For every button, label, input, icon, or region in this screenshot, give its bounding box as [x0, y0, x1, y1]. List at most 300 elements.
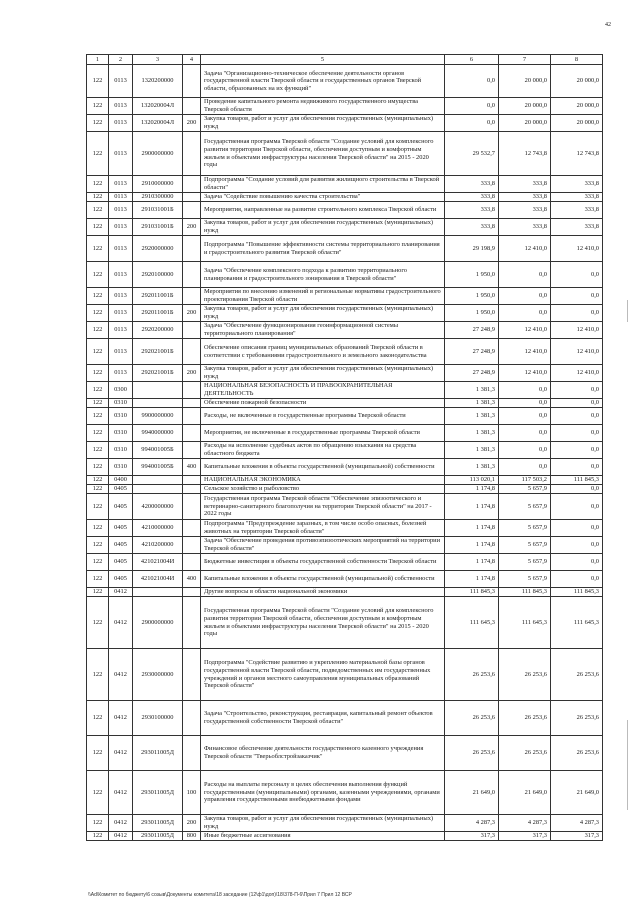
target-article-cell: 292011001Б	[133, 288, 183, 305]
expense-type-cell	[183, 485, 201, 494]
expense-type-cell: 800	[183, 832, 201, 841]
margin-mark	[627, 300, 628, 322]
target-article-cell: 292021001Б	[133, 339, 183, 365]
gr-code-cell: 122	[87, 571, 109, 588]
amount-2020-cell: 12 410,0	[551, 236, 603, 262]
gr-code-cell: 122	[87, 288, 109, 305]
amount-2019-cell: 26 253,6	[499, 701, 551, 736]
gr-code-cell: 122	[87, 98, 109, 115]
section-cell: 0405	[109, 554, 133, 571]
expense-type-cell	[183, 176, 201, 193]
amount-2020-cell: 0,0	[551, 408, 603, 425]
amount-2020-cell: 12 410,0	[551, 322, 603, 339]
gr-code-cell: 122	[87, 115, 109, 132]
amount-2020-cell: 26 253,6	[551, 649, 603, 701]
amount-2020-cell: 0,0	[551, 571, 603, 588]
amount-2019-cell: 0,0	[499, 288, 551, 305]
expense-type-cell	[183, 65, 201, 98]
table-row	[87, 425, 603, 442]
table-row	[87, 571, 603, 588]
table-row	[87, 815, 603, 832]
section-cell: 0310	[109, 399, 133, 408]
header-cell: 5	[201, 55, 445, 65]
table-row	[87, 537, 603, 554]
gr-code-cell: 122	[87, 494, 109, 520]
expense-type-cell	[183, 408, 201, 425]
amount-2020-cell: 12 410,0	[551, 339, 603, 365]
amount-2020-cell: 0,0	[551, 537, 603, 554]
amount-2020-cell: 20 000,0	[551, 98, 603, 115]
amount-2019-cell: 5 657,9	[499, 571, 551, 588]
section-cell: 0113	[109, 115, 133, 132]
name-cell: Закупка товаров, работ и услуг для обеспечения государственных (муниципальных) нужд	[201, 115, 445, 132]
gr-code-cell: 122	[87, 132, 109, 176]
amount-2020-cell: 0,0	[551, 262, 603, 288]
amount-2019-cell: 5 657,9	[499, 537, 551, 554]
amount-2019-cell: 5 657,9	[499, 554, 551, 571]
amount-2018-cell: 27 248,9	[445, 322, 499, 339]
table-row	[87, 442, 603, 459]
section-cell: 0113	[109, 305, 133, 322]
table-row	[87, 365, 603, 382]
amount-2019-cell: 26 253,6	[499, 736, 551, 771]
table-row	[87, 649, 603, 701]
amount-2020-cell: 317,3	[551, 832, 603, 841]
amount-2018-cell: 1 950,0	[445, 305, 499, 322]
target-article-cell: 994001005Б	[133, 459, 183, 476]
gr-code-cell: 122	[87, 219, 109, 236]
amount-2019-cell: 0,0	[499, 408, 551, 425]
amount-2019-cell: 333,8	[499, 176, 551, 193]
amount-2020-cell: 0,0	[551, 288, 603, 305]
gr-code-cell: 122	[87, 339, 109, 365]
target-article-cell: 2910000000	[133, 176, 183, 193]
gr-code-cell: 122	[87, 476, 109, 485]
section-cell: 0113	[109, 262, 133, 288]
target-article-cell	[133, 476, 183, 485]
name-cell: Задача "Содействие повышению качества строительства"	[201, 193, 445, 202]
amount-2018-cell: 317,3	[445, 832, 499, 841]
amount-2020-cell: 0,0	[551, 520, 603, 537]
target-article-cell: 2900000000	[133, 597, 183, 649]
amount-2019-cell: 5 657,9	[499, 520, 551, 537]
target-article-cell: 132020004Л	[133, 115, 183, 132]
gr-code-cell: 122	[87, 176, 109, 193]
amount-2019-cell: 0,0	[499, 382, 551, 399]
amount-2019-cell: 12 410,0	[499, 322, 551, 339]
name-cell: Закупка товаров, работ и услуг для обеспечения государственных (муниципальных) нужд	[201, 815, 445, 832]
amount-2020-cell: 333,8	[551, 219, 603, 236]
amount-2020-cell: 12 743,8	[551, 132, 603, 176]
amount-2019-cell: 21 649,0	[499, 771, 551, 815]
name-cell: Капитальные вложения в объекты государственной (муниципальной) собственности	[201, 459, 445, 476]
amount-2019-cell: 0,0	[499, 459, 551, 476]
amount-2018-cell: 333,8	[445, 193, 499, 202]
table-row	[87, 322, 603, 339]
amount-2020-cell: 0,0	[551, 485, 603, 494]
table-row	[87, 588, 603, 597]
amount-2019-cell: 111 845,3	[499, 588, 551, 597]
name-cell: Подпрограмма "Содействие развитию и укреплению материальной базы органов государственной власти Тверской области, подведомственных им государственных учреждений и органов местного самоуправления муниципальных образований Тверской области"	[201, 649, 445, 701]
section-cell: 0412	[109, 701, 133, 736]
gr-code-cell: 122	[87, 202, 109, 219]
expense-type-cell: 200	[183, 365, 201, 382]
amount-2020-cell: 4 287,3	[551, 815, 603, 832]
name-cell: Расходы на исполнение судебных актов по обращению взыскания на средства областного бюджета	[201, 442, 445, 459]
name-cell: Государственная программа Тверской области "Создание условий для комплексного развития территории Тверской области, обеспечения доступным и комфортным жильем и объектами инфраструктуры населения Тверской области" на 2015 - 2020 годы	[201, 132, 445, 176]
section-cell: 0310	[109, 425, 133, 442]
target-article-cell: 132020004Л	[133, 98, 183, 115]
table-row	[87, 494, 603, 520]
gr-code-cell: 122	[87, 832, 109, 841]
name-cell: Задача "Обеспечение проведения противоэпизоотических мероприятий на территории Тверской области"	[201, 537, 445, 554]
name-cell: Задача "Обеспечение функционирования геоинформационной системы территориального планирования"	[201, 322, 445, 339]
amount-2018-cell: 27 248,9	[445, 339, 499, 365]
expense-type-cell	[183, 236, 201, 262]
amount-2018-cell: 333,8	[445, 202, 499, 219]
name-cell: Расходы, не включенные в государственные программы Тверской области	[201, 408, 445, 425]
amount-2020-cell: 12 410,0	[551, 365, 603, 382]
gr-code-cell: 122	[87, 485, 109, 494]
target-article-cell: 2900000000	[133, 132, 183, 176]
section-cell: 0113	[109, 193, 133, 202]
header-row	[87, 55, 603, 65]
amount-2020-cell: 0,0	[551, 305, 603, 322]
amount-2019-cell: 317,3	[499, 832, 551, 841]
amount-2019-cell: 12 410,0	[499, 339, 551, 365]
expense-type-cell	[183, 425, 201, 442]
target-article-cell: 292011001Б	[133, 305, 183, 322]
section-cell: 0412	[109, 588, 133, 597]
section-cell: 0405	[109, 520, 133, 537]
amount-2019-cell: 333,8	[499, 193, 551, 202]
amount-2018-cell: 26 253,6	[445, 736, 499, 771]
section-cell: 0113	[109, 176, 133, 193]
name-cell: Закупка товаров, работ и услуг для обеспечения государственных (муниципальных) нужд	[201, 219, 445, 236]
gr-code-cell: 122	[87, 537, 109, 554]
target-article-cell: 292021001Б	[133, 365, 183, 382]
section-cell: 0310	[109, 408, 133, 425]
amount-2018-cell: 333,8	[445, 176, 499, 193]
section-cell: 0412	[109, 597, 133, 649]
table-row	[87, 202, 603, 219]
section-cell: 0412	[109, 832, 133, 841]
amount-2019-cell: 4 287,3	[499, 815, 551, 832]
name-cell: НАЦИОНАЛЬНАЯ ЭКОНОМИКА	[201, 476, 445, 485]
expense-type-cell	[183, 288, 201, 305]
section-cell: 0405	[109, 485, 133, 494]
amount-2019-cell: 26 253,6	[499, 649, 551, 701]
expense-type-cell	[183, 339, 201, 365]
gr-code-cell: 122	[87, 520, 109, 537]
table-row	[87, 832, 603, 841]
target-article-cell: 293011005Д	[133, 771, 183, 815]
amount-2018-cell: 1 174,8	[445, 571, 499, 588]
budget-table	[86, 54, 603, 841]
amount-2018-cell: 0,0	[445, 65, 499, 98]
target-article-cell: 2920200000	[133, 322, 183, 339]
table-row	[87, 597, 603, 649]
table-row	[87, 193, 603, 202]
gr-code-cell: 122	[87, 262, 109, 288]
target-article-cell: 293011005Д	[133, 736, 183, 771]
amount-2019-cell: 333,8	[499, 202, 551, 219]
amount-2019-cell: 5 657,9	[499, 494, 551, 520]
target-article-cell: 4210200000	[133, 537, 183, 554]
header-cell: 4	[183, 55, 201, 65]
name-cell: Задача "Обеспечение комплексного подхода к развитию территориального планирования и градостроительного зонирования в Тверской области"	[201, 262, 445, 288]
table-row	[87, 459, 603, 476]
target-article-cell: 994001005Б	[133, 442, 183, 459]
name-cell: Обеспечение описания границ муниципальных образований Тверской области в соответствии с требованиями градостроительного и земельного законодательства	[201, 339, 445, 365]
section-cell: 0113	[109, 132, 133, 176]
margin-mark	[627, 720, 628, 810]
expense-type-cell	[183, 202, 201, 219]
name-cell: Закупка товаров, работ и услуг для обеспечения государственных (муниципальных) нужд	[201, 305, 445, 322]
expense-type-cell	[183, 442, 201, 459]
expense-type-cell: 200	[183, 815, 201, 832]
section-cell: 0400	[109, 476, 133, 485]
section-cell: 0412	[109, 815, 133, 832]
amount-2020-cell: 0,0	[551, 399, 603, 408]
expense-type-cell	[183, 649, 201, 701]
target-article-cell	[133, 485, 183, 494]
name-cell: Капитальные вложения в объекты государственной (муниципальной) собственности	[201, 571, 445, 588]
name-cell: Задача "Строительство, реконструкция, реставрация, капитальный ремонт объектов государственной собственности Тверской области"	[201, 701, 445, 736]
section-cell: 0113	[109, 322, 133, 339]
amount-2020-cell: 26 253,6	[551, 701, 603, 736]
section-cell: 0113	[109, 202, 133, 219]
name-cell: Подпрограмма "Предупреждение заразных, в том числе особо опасных, болезней животных на территории Тверской области"	[201, 520, 445, 537]
amount-2018-cell: 1 950,0	[445, 288, 499, 305]
section-cell: 0113	[109, 236, 133, 262]
expense-type-cell: 400	[183, 571, 201, 588]
target-article-cell: 421021004И	[133, 554, 183, 571]
expense-type-cell: 400	[183, 459, 201, 476]
amount-2018-cell: 1 381,3	[445, 425, 499, 442]
gr-code-cell: 122	[87, 305, 109, 322]
amount-2018-cell: 26 253,6	[445, 701, 499, 736]
amount-2019-cell: 12 410,0	[499, 365, 551, 382]
expense-type-cell	[183, 701, 201, 736]
amount-2018-cell: 27 248,9	[445, 365, 499, 382]
expense-type-cell	[183, 476, 201, 485]
expense-type-cell	[183, 554, 201, 571]
amount-2020-cell: 333,8	[551, 193, 603, 202]
target-article-cell: 291031001Б	[133, 219, 183, 236]
amount-2020-cell: 333,8	[551, 176, 603, 193]
target-article-cell: 1320200000	[133, 65, 183, 98]
target-article-cell	[133, 588, 183, 597]
amount-2018-cell: 1 381,3	[445, 382, 499, 399]
name-cell: Закупка товаров, работ и услуг для обеспечения государственных (муниципальных) нужд	[201, 365, 445, 382]
amount-2020-cell: 21 649,0	[551, 771, 603, 815]
gr-code-cell: 122	[87, 736, 109, 771]
table-row	[87, 736, 603, 771]
amount-2018-cell: 21 649,0	[445, 771, 499, 815]
amount-2020-cell: 0,0	[551, 425, 603, 442]
expense-type-cell	[183, 399, 201, 408]
name-cell: Мероприятия по внесению изменений в региональные нормативы градостроительного проектирования Тверской области	[201, 288, 445, 305]
name-cell: Государственная программа Тверской области "Обеспечение эпизоотического и ветеринарно-санитарного благополучия на территории Тверской области" на 2017 - 2022 годы	[201, 494, 445, 520]
amount-2019-cell: 12 743,8	[499, 132, 551, 176]
gr-code-cell: 122	[87, 815, 109, 832]
expense-type-cell	[183, 382, 201, 399]
expense-type-cell	[183, 520, 201, 537]
table-row	[87, 382, 603, 399]
table-row	[87, 288, 603, 305]
amount-2020-cell: 0,0	[551, 494, 603, 520]
target-article-cell	[133, 399, 183, 408]
amount-2019-cell: 20 000,0	[499, 98, 551, 115]
header-cell: 8	[551, 55, 603, 65]
gr-code-cell: 122	[87, 382, 109, 399]
expense-type-cell: 200	[183, 115, 201, 132]
page-number: 42	[605, 22, 611, 28]
amount-2020-cell: 333,8	[551, 202, 603, 219]
amount-2018-cell: 1 174,8	[445, 485, 499, 494]
amount-2019-cell: 333,8	[499, 219, 551, 236]
amount-2018-cell: 29 198,9	[445, 236, 499, 262]
gr-code-cell: 122	[87, 425, 109, 442]
amount-2018-cell: 1 950,0	[445, 262, 499, 288]
amount-2020-cell: 111 845,3	[551, 588, 603, 597]
amount-2018-cell: 29 532,7	[445, 132, 499, 176]
target-article-cell: 2910300000	[133, 193, 183, 202]
header-cell: 3	[133, 55, 183, 65]
amount-2020-cell: 0,0	[551, 382, 603, 399]
amount-2019-cell: 117 503,2	[499, 476, 551, 485]
section-cell: 0113	[109, 365, 133, 382]
header-cell: 1	[87, 55, 109, 65]
table-row	[87, 476, 603, 485]
table-row	[87, 236, 603, 262]
name-cell: Подпрограмма "Повышение эффективности системы территориального планирования и градостроительного развития Тверской области"	[201, 236, 445, 262]
amount-2018-cell: 26 253,6	[445, 649, 499, 701]
amount-2018-cell: 0,0	[445, 98, 499, 115]
name-cell: Другие вопросы в области национальной экономики	[201, 588, 445, 597]
target-article-cell: 4210000000	[133, 520, 183, 537]
name-cell: Мероприятия, не включенные в государственные программы Тверской области	[201, 425, 445, 442]
table-row	[87, 98, 603, 115]
name-cell: Мероприятия, направленные на развитие строительного комплекса Тверской области	[201, 202, 445, 219]
target-article-cell: 4200000000	[133, 494, 183, 520]
section-cell: 0113	[109, 219, 133, 236]
section-cell: 0405	[109, 571, 133, 588]
amount-2019-cell: 20 000,0	[499, 115, 551, 132]
gr-code-cell: 122	[87, 322, 109, 339]
name-cell: Сельское хозяйство и рыболовство	[201, 485, 445, 494]
table-row	[87, 132, 603, 176]
name-cell: Иные бюджетные ассигнования	[201, 832, 445, 841]
expense-type-cell	[183, 98, 201, 115]
amount-2018-cell: 1 381,3	[445, 399, 499, 408]
header-cell: 6	[445, 55, 499, 65]
amount-2018-cell: 1 174,8	[445, 494, 499, 520]
section-cell: 0113	[109, 339, 133, 365]
table-row	[87, 399, 603, 408]
amount-2019-cell: 111 645,3	[499, 597, 551, 649]
gr-code-cell: 122	[87, 408, 109, 425]
table-row	[87, 408, 603, 425]
amount-2020-cell: 20 000,0	[551, 65, 603, 98]
gr-code-cell: 122	[87, 399, 109, 408]
name-cell: Расходы на выплаты персоналу в целях обеспечения выполнения функций государственными (муниципальными) органами, казенными учреждениями, органами управления государственными внебюджетными фондами	[201, 771, 445, 815]
amount-2020-cell: 111 645,3	[551, 597, 603, 649]
table-row	[87, 65, 603, 98]
expense-type-cell: 100	[183, 771, 201, 815]
expense-type-cell	[183, 537, 201, 554]
amount-2018-cell: 4 287,3	[445, 815, 499, 832]
section-cell: 0310	[109, 459, 133, 476]
amount-2020-cell: 26 253,6	[551, 736, 603, 771]
target-article-cell: 293011005Д	[133, 832, 183, 841]
amount-2019-cell: 0,0	[499, 262, 551, 288]
expense-type-cell	[183, 193, 201, 202]
amount-2019-cell: 5 657,9	[499, 485, 551, 494]
amount-2019-cell: 0,0	[499, 425, 551, 442]
section-cell: 0405	[109, 494, 133, 520]
gr-code-cell: 122	[87, 588, 109, 597]
amount-2019-cell: 20 000,0	[499, 65, 551, 98]
amount-2019-cell: 12 410,0	[499, 236, 551, 262]
table-row	[87, 554, 603, 571]
amount-2018-cell: 1 381,3	[445, 408, 499, 425]
section-cell: 0405	[109, 537, 133, 554]
table-row	[87, 262, 603, 288]
name-cell: Проведение капитального ремонта недвижимого государственного имущества Тверской области	[201, 98, 445, 115]
target-article-cell: 2930000000	[133, 649, 183, 701]
target-article-cell: 9940000000	[133, 425, 183, 442]
expense-type-cell	[183, 132, 201, 176]
gr-code-cell: 122	[87, 771, 109, 815]
table-row	[87, 339, 603, 365]
table-row	[87, 771, 603, 815]
table-row	[87, 305, 603, 322]
target-article-cell: 2930100000	[133, 701, 183, 736]
gr-code-cell: 122	[87, 649, 109, 701]
name-cell: НАЦИОНАЛЬНАЯ БЕЗОПАСНОСТЬ И ПРАВООХРАНИТЕЛЬНАЯ ДЕЯТЕЛЬНОСТЬ	[201, 382, 445, 399]
gr-code-cell: 122	[87, 442, 109, 459]
expense-type-cell	[183, 494, 201, 520]
table-row	[87, 219, 603, 236]
section-cell: 0412	[109, 649, 133, 701]
gr-code-cell: 122	[87, 597, 109, 649]
amount-2020-cell: 20 000,0	[551, 115, 603, 132]
target-article-cell: 9900000000	[133, 408, 183, 425]
expense-type-cell: 200	[183, 305, 201, 322]
amount-2020-cell: 0,0	[551, 442, 603, 459]
section-cell: 0412	[109, 736, 133, 771]
section-cell: 0113	[109, 65, 133, 98]
section-cell: 0412	[109, 771, 133, 815]
gr-code-cell: 122	[87, 236, 109, 262]
name-cell: Задача "Организационно-техническое обеспечение деятельности органов государственной власти Тверской области и государственных органов Тверской области, образованных на их функций"	[201, 65, 445, 98]
target-article-cell: 291031001Б	[133, 202, 183, 219]
gr-code-cell: 122	[87, 193, 109, 202]
amount-2019-cell: 0,0	[499, 442, 551, 459]
amount-2018-cell: 1 174,8	[445, 554, 499, 571]
amount-2018-cell: 1 174,8	[445, 537, 499, 554]
amount-2019-cell: 0,0	[499, 305, 551, 322]
table-row	[87, 485, 603, 494]
name-cell: Обеспечение пожарной безопасности	[201, 399, 445, 408]
expense-type-cell: 200	[183, 219, 201, 236]
section-cell: 0300	[109, 382, 133, 399]
name-cell: Государственная программа Тверской области "Создание условий для комплексного развития территории Тверской области, обеспечения доступным и комфортным жильем и объектами инфраструктуры населения Тверской области" на 2015 - 2020 годы	[201, 597, 445, 649]
target-article-cell: 2920100000	[133, 262, 183, 288]
section-cell: 0310	[109, 442, 133, 459]
